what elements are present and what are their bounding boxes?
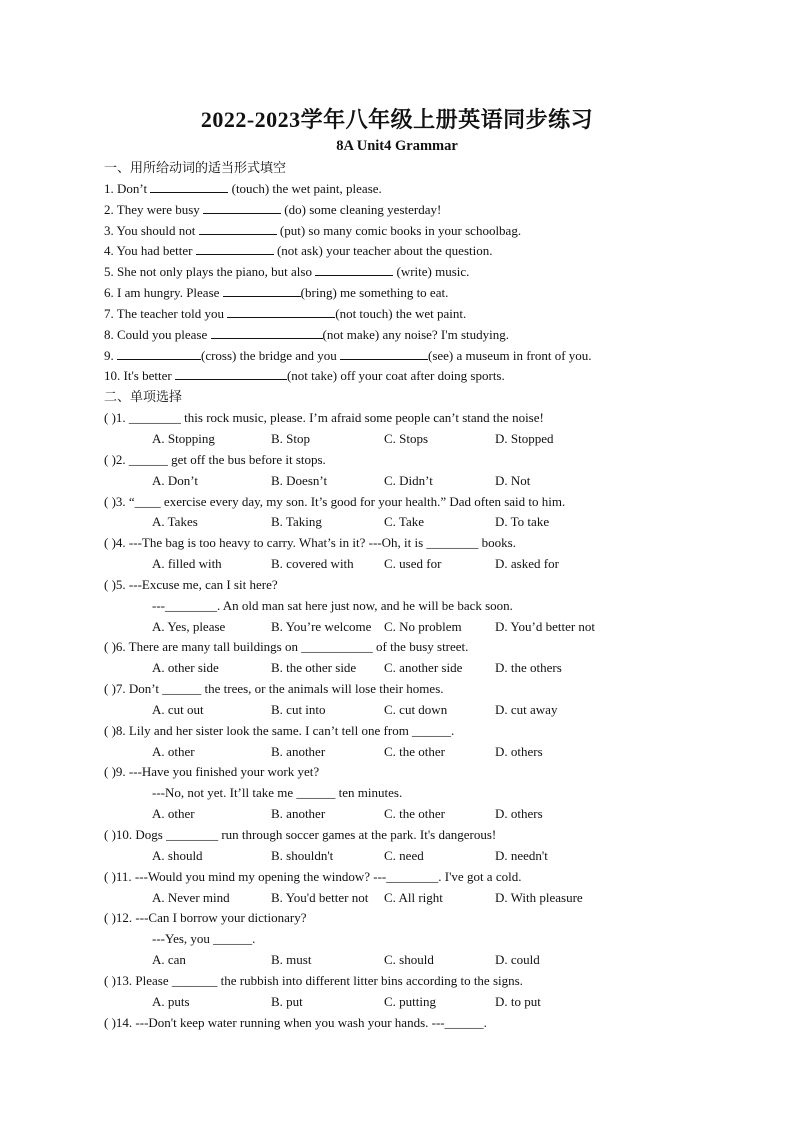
answer-option[interactable]: A. Stopping — [152, 430, 215, 446]
question-item: ( )12. ---Can I borrow your dictionary? — [104, 910, 307, 926]
answer-option[interactable]: A. Don’t — [152, 472, 198, 488]
answer-blank[interactable] — [117, 346, 201, 360]
answer-option[interactable]: C. Stops — [384, 430, 429, 446]
question-item: ( )13. Please _______ the rubbish into different litter bins according to the signs. — [104, 972, 523, 988]
fill-in-list — [104, 179, 724, 387]
answer-option[interactable]: D. needn't — [495, 847, 548, 863]
answer-option[interactable]: A. can — [152, 952, 186, 968]
answer-options — [104, 471, 724, 492]
fill-item — [104, 241, 724, 262]
answer-option[interactable]: D. could — [495, 952, 540, 968]
question-item: ( )11. ---Would you mind my opening the window? ---________. I've got a cold. — [104, 868, 522, 884]
answer-options — [104, 950, 724, 971]
answer-options — [104, 992, 724, 1013]
answer-option[interactable]: B. another — [271, 806, 326, 822]
answer-blank[interactable] — [227, 304, 335, 318]
answer-options — [104, 429, 724, 450]
answer-option[interactable]: D. You’d better not — [495, 618, 596, 634]
answer-option[interactable]: B. covered with — [271, 556, 354, 572]
fill-item-text: (not ask) your teacher about the question. — [273, 243, 493, 259]
fill-item — [104, 346, 724, 367]
question-item: ( )10. Dogs ________ run through soccer games at the park. It's dangerous! — [104, 827, 497, 842]
fill-item-text: 2. They were busy — [104, 201, 204, 217]
answer-option[interactable]: C. the other — [384, 743, 446, 759]
section-heading: 二、单项选择 — [104, 389, 183, 405]
answer-option[interactable]: B. You’re welcome — [271, 618, 372, 634]
answer-option[interactable]: B. the other side — [271, 660, 357, 676]
answer-option[interactable]: C. putting — [384, 993, 437, 1009]
fill-item — [104, 221, 724, 242]
fill-item — [104, 200, 724, 221]
answer-option[interactable]: B. shouldn't — [271, 847, 334, 863]
answer-option[interactable]: C. cut down — [384, 701, 448, 717]
answer-blank[interactable] — [223, 283, 301, 297]
answer-options — [104, 617, 724, 638]
question-item: ( )9. ---Have you finished your work yet? — [104, 764, 320, 780]
answer-blank[interactable] — [150, 179, 228, 193]
fill-item-text: (cross) the bridge and you — [201, 347, 340, 363]
fill-item — [104, 262, 724, 283]
answer-blank[interactable] — [211, 325, 323, 339]
answer-option[interactable]: C. the other — [384, 806, 446, 822]
answer-option[interactable]: D. the others — [495, 660, 562, 676]
answer-options — [104, 888, 724, 909]
fill-item-text: (write) music. — [393, 264, 470, 280]
answer-option[interactable]: A. puts — [152, 993, 190, 1009]
answer-options — [104, 554, 724, 575]
answer-blank[interactable] — [196, 241, 274, 255]
page-title: 2022-2023学年八年级上册英语同步练习 — [200, 107, 594, 132]
question-item: ( )4. ---The bag is too heavy to carry. What’s in it? ---Oh, it is ________ books. — [104, 535, 516, 551]
answer-blank[interactable] — [315, 262, 393, 276]
answer-option[interactable]: D. Not — [495, 472, 531, 488]
fill-item-text: 6. I am hungry. Please — [104, 285, 223, 301]
multiple-choice-list — [104, 408, 724, 1033]
fill-item-text: 8. Could you please — [104, 326, 211, 342]
question-item: ( )2. ______ get off the bus before it stops. — [104, 451, 326, 467]
fill-item-text: (not take) off your coat after doing sports. — [286, 368, 505, 384]
answer-option[interactable]: D. others — [495, 743, 543, 759]
answer-option[interactable]: B. You'd better not — [271, 889, 369, 905]
answer-option[interactable]: D. Stopped — [495, 430, 554, 446]
answer-option[interactable]: A. cut out — [152, 701, 204, 717]
question-item: ( )5. ---Excuse me, can I sit here? — [104, 576, 278, 592]
answer-option[interactable]: C. need — [384, 847, 424, 863]
answer-blank[interactable] — [175, 366, 287, 380]
answer-option[interactable]: B. another — [271, 743, 326, 759]
answer-option[interactable]: C. No problem — [384, 618, 462, 634]
page-subtitle: 8A Unit4 Grammar — [336, 138, 458, 154]
answer-option[interactable]: A. Never mind — [152, 889, 230, 905]
answer-option[interactable]: B. must — [271, 952, 312, 968]
question-item: ( )14. ---Don't keep water running when you wash your hands. ---______. — [104, 1014, 487, 1030]
fill-item-text: (do) some cleaning yesterday! — [281, 201, 442, 217]
question-item: ( )1. ________ this rock music, please. I’m afraid some people can’t stand the noise! — [104, 410, 544, 426]
answer-options — [104, 512, 724, 533]
answer-option[interactable]: D. To take — [495, 514, 550, 530]
fill-item-text: (touch) the wet paint, please. — [228, 180, 382, 196]
answer-option[interactable]: A. should — [152, 847, 203, 863]
fill-item-text: (not make) any noise? I'm studying. — [322, 326, 509, 342]
answer-option[interactable]: A. Yes, please — [152, 618, 226, 634]
fill-item — [104, 304, 724, 325]
fill-item-text: 3. You should not — [104, 222, 199, 238]
question-item: ( )6. There are many tall buildings on ___________ of the busy street. — [104, 639, 469, 655]
answer-option[interactable]: C. another side — [384, 660, 463, 676]
fill-item — [104, 179, 724, 200]
answer-blank[interactable] — [199, 221, 277, 235]
answer-option[interactable]: A. other — [152, 743, 195, 759]
answer-options — [104, 658, 724, 679]
answer-option[interactable]: D. others — [495, 806, 543, 822]
worksheet-content — [104, 158, 724, 1033]
answer-blank[interactable] — [203, 200, 281, 214]
answer-option[interactable]: D. With pleasure — [495, 889, 583, 905]
question-continuation: ---Yes, you ______. — [152, 931, 256, 947]
answer-option[interactable]: A. Takes — [152, 514, 198, 530]
answer-option[interactable]: B. Stop — [271, 430, 311, 446]
fill-item — [104, 283, 724, 304]
answer-option[interactable]: B. Doesn’t — [271, 472, 328, 488]
question-item: ( )3. “____ exercise every day, my son. It’s good for your health.” Dad often said to him. — [104, 493, 566, 509]
answer-blank[interactable] — [340, 346, 428, 360]
answer-options — [104, 700, 724, 721]
fill-item-text: 4. You had better — [104, 243, 196, 259]
answer-option[interactable]: D. cut away — [495, 701, 558, 717]
fill-item-text: 7. The teacher told you — [104, 305, 228, 321]
answer-option[interactable]: A. other side — [152, 660, 219, 676]
answer-option[interactable]: B. cut into — [271, 701, 326, 717]
answer-option[interactable]: D. asked for — [495, 556, 559, 572]
question-continuation: ---No, not yet. It’ll take me ______ ten minutes. — [152, 785, 403, 801]
question-item: ( )7. Don’t ______ the trees, or the animals will lose their homes. — [104, 681, 444, 697]
answer-option[interactable]: C. Didn’t — [384, 472, 433, 488]
fill-item — [104, 366, 724, 387]
answer-option[interactable]: C. should — [384, 952, 434, 968]
fill-item-text: 10. It's better — [104, 368, 175, 384]
fill-item-text: 5. She not only plays the piano, but also — [104, 264, 316, 280]
question-item: ( )8. Lily and her sister look the same. I can’t tell one from ______. — [104, 722, 455, 738]
fill-item-text: 1. Don’t — [104, 180, 151, 196]
answer-options — [104, 804, 724, 825]
fill-item-text: (put) so many comic books in your schoolbag. — [276, 222, 522, 238]
answer-option[interactable]: C. Take — [384, 514, 425, 530]
section-heading: 一、用所给动词的适当形式填空 — [104, 160, 287, 175]
fill-item-text: 9. — [104, 347, 117, 363]
fill-item-text: (see) a museum in front of you. — [428, 347, 592, 363]
fill-item — [104, 325, 724, 346]
answer-option[interactable]: B. Taking — [271, 514, 322, 530]
fill-item-text: (bring) me something to eat. — [300, 285, 449, 301]
answer-options — [104, 742, 724, 763]
answer-option[interactable]: D. to put — [495, 993, 541, 1009]
answer-options — [104, 846, 724, 867]
fill-item-text: (not touch) the wet paint. — [335, 305, 467, 321]
answer-option[interactable]: A. filled with — [152, 556, 222, 572]
question-continuation: ---________. An old man sat here just now, and he will be back soon. — [152, 597, 513, 613]
answer-option[interactable]: B. put — [271, 993, 303, 1009]
answer-option[interactable]: C. used for — [384, 556, 442, 572]
answer-option[interactable]: C. All right — [384, 889, 443, 905]
answer-option[interactable]: A. other — [152, 806, 195, 822]
